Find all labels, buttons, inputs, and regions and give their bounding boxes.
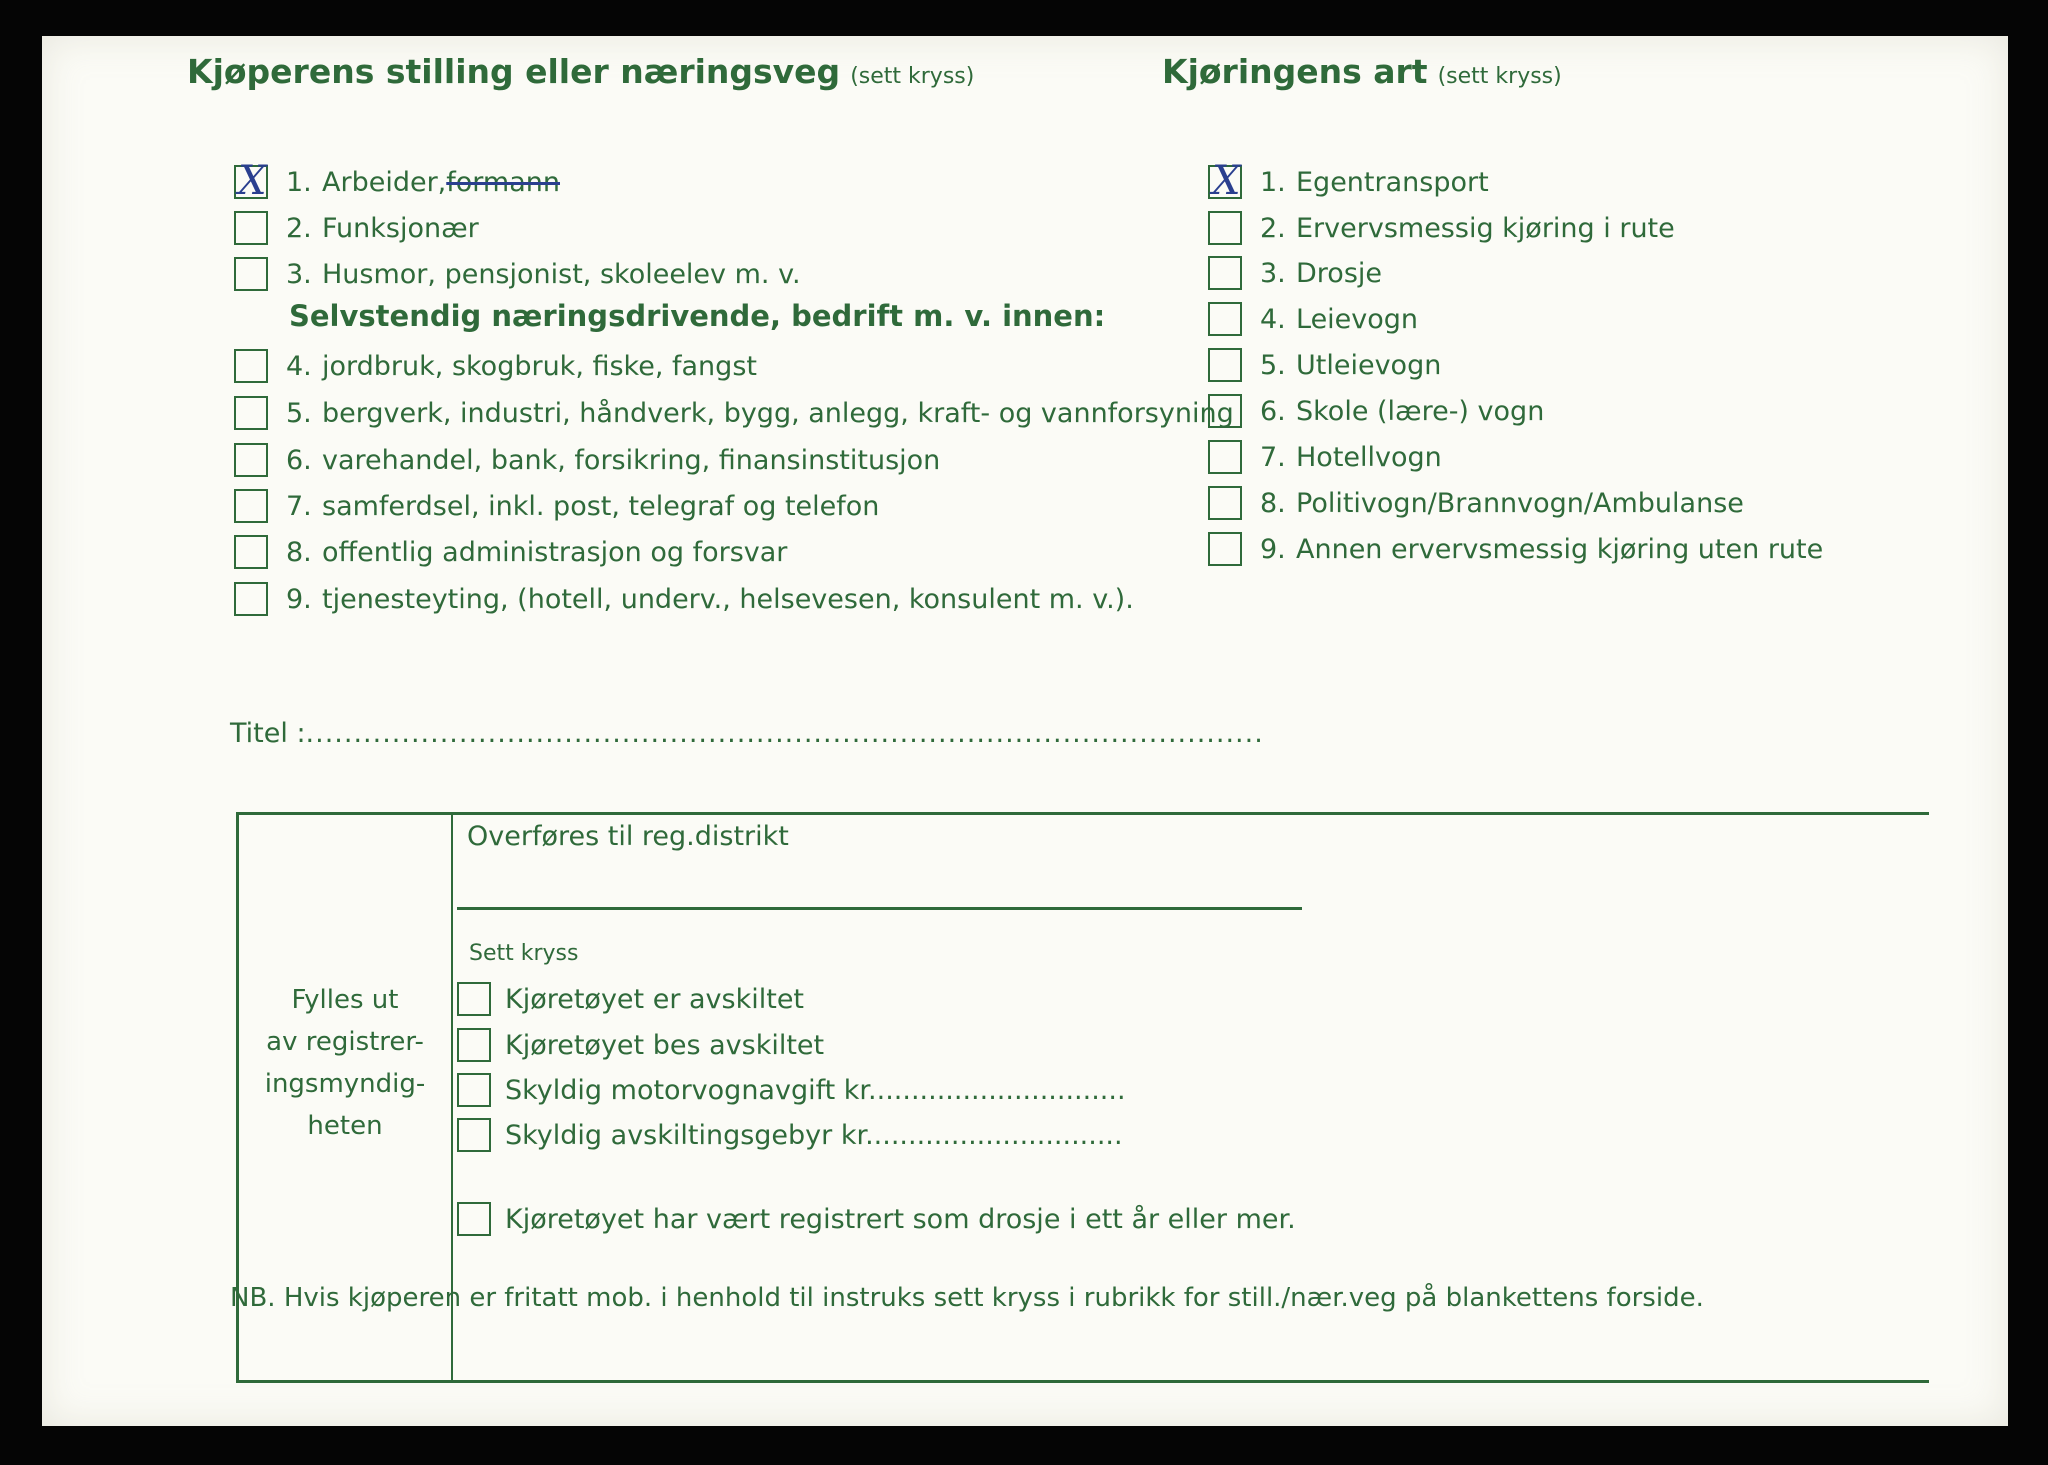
nb-note: NB. Hvis kjøperen er fritatt mob. i henhold til instruks sett kryss i rubrikk for still./nær.veg på blankettens forside. <box>230 1283 1704 1313</box>
check-mark-icon: X <box>238 158 267 204</box>
checkbox[interactable] <box>1208 532 1242 566</box>
panel-option-deregister-fee[interactable]: Skyldig avskiltingsgebyr kr.............................. <box>457 1115 1123 1155</box>
checkbox[interactable] <box>1208 486 1242 520</box>
checkbox[interactable] <box>234 257 268 291</box>
checkbox[interactable] <box>1208 348 1242 382</box>
occupation-option-5[interactable]: 5. bergverk, industri, håndverk, bygg, anlegg, kraft- og vannforsyning <box>234 393 1234 433</box>
occupation-option-6[interactable]: 6. varehandel, bank, forsikring, finansinstitusjon <box>234 440 940 480</box>
checkbox[interactable] <box>457 982 491 1016</box>
occupation-option-7[interactable]: 7. samferdsel, inkl. post, telegraf og telefon <box>234 486 879 526</box>
panel-option-vehicle-tax[interactable]: Skyldig motorvognavgift kr.............................. <box>457 1070 1126 1110</box>
transfer-district-line[interactable] <box>457 907 1302 910</box>
occupation-option-3[interactable]: 3. Husmor, pensjonist, skoleelev m. v. <box>234 254 801 294</box>
buyer-occupation-heading: Kjøperens stilling eller næringsveg (sett kryss) <box>187 52 975 91</box>
checkbox[interactable] <box>457 1073 491 1107</box>
driving-option-9[interactable]: 9. Annen ervervsmessig kjøring uten rute <box>1208 529 1823 569</box>
checkbox[interactable] <box>1208 158 1242 204</box>
checkbox[interactable] <box>1208 302 1242 336</box>
title-field[interactable]: Titel :.................................................................................................... <box>230 718 1264 749</box>
transfer-district-label: Overføres til reg.distrikt <box>467 821 789 852</box>
driving-option-5[interactable]: 5. Utleievogn <box>1208 345 1441 385</box>
checkbox[interactable] <box>234 489 268 523</box>
check-mark-icon: X <box>1212 158 1241 204</box>
occupation-option-4[interactable]: 4. jordbruk, skogbruk, fiske, fangst <box>234 346 757 386</box>
occupation-option-1[interactable]: X 1. Arbeider, formann <box>234 162 560 202</box>
panel-side-label: Fylles ut av registrer- ingsmyndig- heten <box>264 985 426 1141</box>
checkbox[interactable] <box>1208 211 1242 245</box>
self-employed-subheading: Selvstendig næringsdrivende, bedrift m. v. innen: <box>289 299 1106 333</box>
checkbox[interactable] <box>1208 440 1242 474</box>
checkbox[interactable] <box>457 1118 491 1152</box>
occupation-option-2[interactable]: 2. Funksjonær <box>234 208 479 248</box>
driving-option-2[interactable]: 2. Ervervsmessig kjøring i rute <box>1208 208 1675 248</box>
checkbox[interactable] <box>234 535 268 569</box>
checkbox[interactable] <box>234 582 268 616</box>
driving-option-4[interactable]: 4. Leievogn <box>1208 299 1418 339</box>
driving-type-heading: Kjøringens art (sett kryss) <box>1162 52 1562 91</box>
checkbox[interactable] <box>457 1028 491 1062</box>
checkbox[interactable] <box>234 349 268 383</box>
checkbox[interactable] <box>234 443 268 477</box>
checkbox[interactable] <box>234 158 268 204</box>
checkbox[interactable] <box>234 211 268 245</box>
sett-kryss-label: Sett kryss <box>469 941 579 966</box>
panel-option-request-deregister[interactable]: Kjøretøyet bes avskiltet <box>457 1025 824 1065</box>
driving-option-7[interactable]: 7. Hotellvogn <box>1208 437 1442 477</box>
checkbox[interactable] <box>457 1202 491 1236</box>
checkbox[interactable] <box>1208 256 1242 290</box>
driving-option-8[interactable]: 8. Politivogn/Brannvogn/Ambulanse <box>1208 483 1744 523</box>
panel-option-deregistered[interactable]: Kjøretøyet er avskiltet <box>457 979 804 1019</box>
driving-option-6[interactable]: 6. Skole (lære-) vogn <box>1208 391 1544 431</box>
occupation-option-9[interactable]: 9. tjenesteyting, (hotell, underv., helsevesen, konsulent m. v.). <box>234 579 1134 619</box>
driving-option-3[interactable]: 3. Drosje <box>1208 253 1382 293</box>
driving-option-1[interactable]: X 1. Egentransport <box>1208 162 1489 202</box>
checkbox[interactable] <box>1208 394 1242 428</box>
panel-option-taxi-year[interactable]: Kjøretøyet har vært registrert som drosje i ett år eller mer. <box>457 1199 1296 1239</box>
checkbox[interactable] <box>234 396 268 430</box>
occupation-option-8[interactable]: 8. offentlig administrasjon og forsvar <box>234 532 787 572</box>
